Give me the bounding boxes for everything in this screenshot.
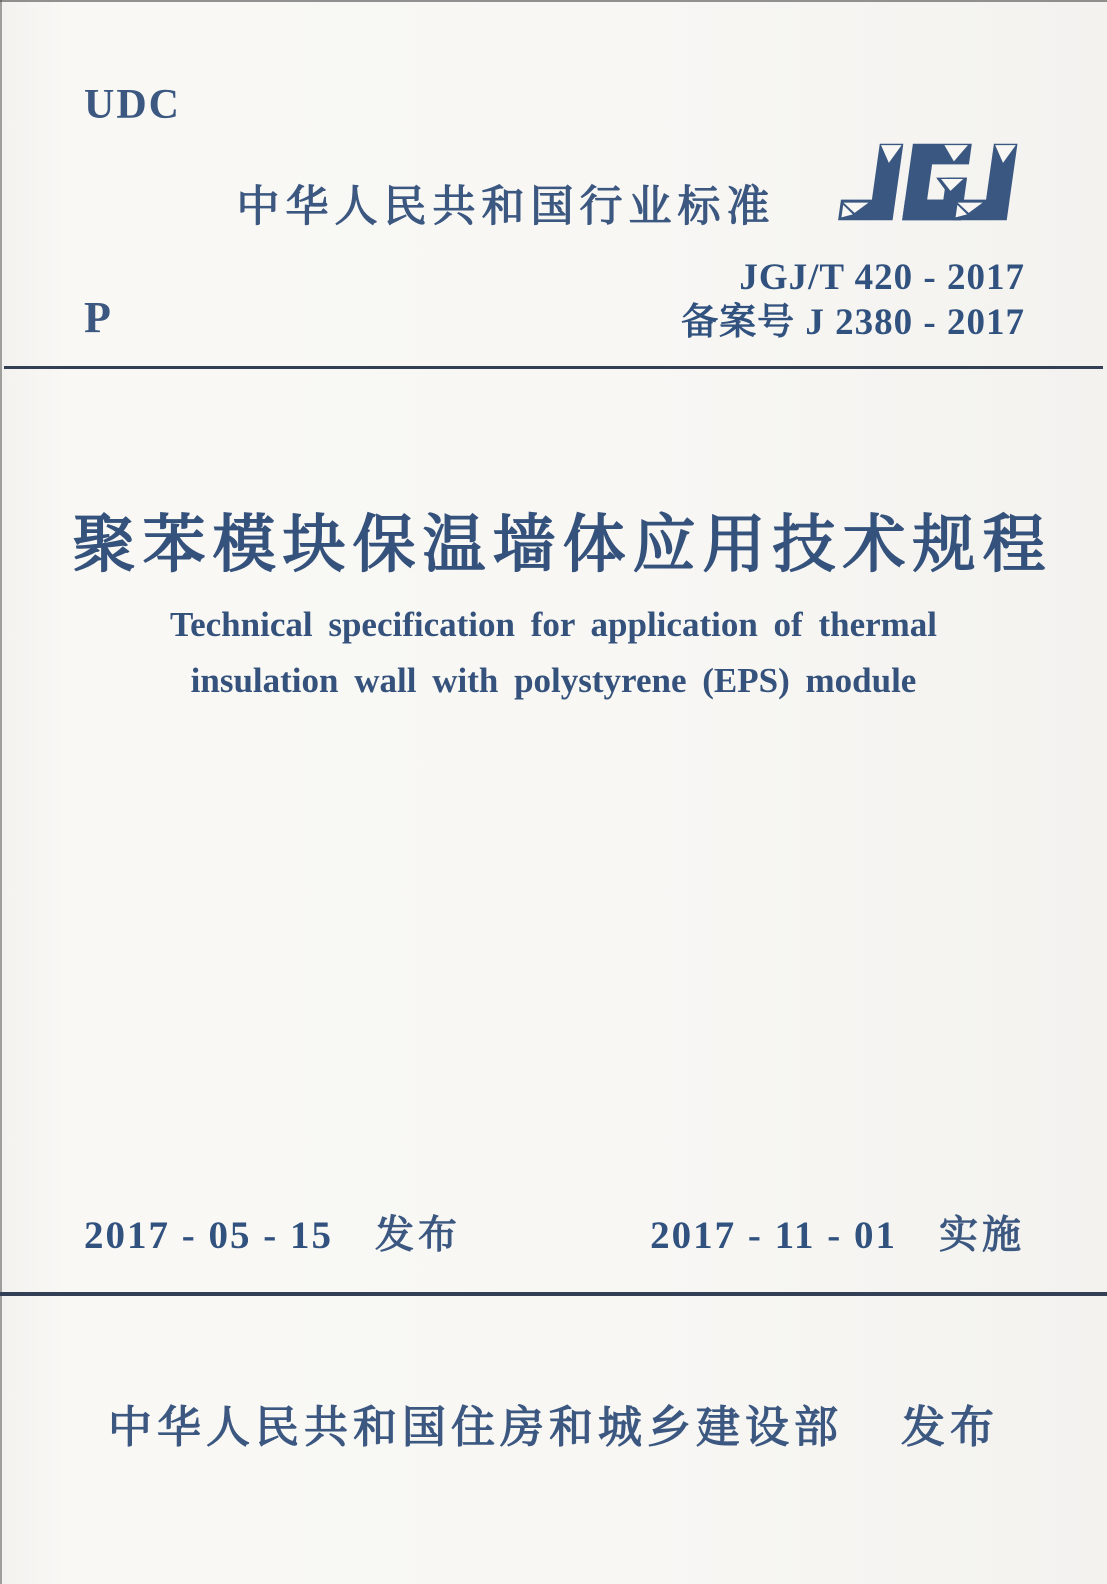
document-title-zh: 聚苯模块保温墙体应用技术规程 xyxy=(72,510,1053,580)
udc-label: UDC xyxy=(84,82,181,128)
standard-number: JGJ/T 420 - 2017 xyxy=(739,257,1025,298)
scan-edge-top xyxy=(0,0,1107,2)
implement-date-group xyxy=(650,1216,1025,1255)
document-title-en-line1: Technical specification for application of thermal xyxy=(169,605,938,644)
header-divider-rule xyxy=(4,366,1103,369)
issue-label: 发布 xyxy=(374,1214,461,1257)
document-title-en-line2: insulation wall with polystyrene (EPS) module xyxy=(190,661,917,700)
jgj-logo-graphic xyxy=(836,132,1026,232)
issue-date-group xyxy=(84,1216,461,1255)
classification-code: P xyxy=(84,293,111,342)
implement-label: 实施 xyxy=(938,1214,1025,1257)
issue-date: 2017 - 05 - 15 xyxy=(84,1214,333,1257)
record-number: 备案号 J 2380 - 2017 xyxy=(681,302,1025,343)
standard-type-heading: 中华人民共和国行业标准 xyxy=(236,183,776,231)
date-row xyxy=(84,1216,1025,1255)
scan-edge-left xyxy=(0,0,2,1584)
implement-date: 2017 - 11 - 01 xyxy=(650,1214,897,1257)
publisher-name: 中华人民共和国住房和城乡建设部 xyxy=(108,1403,843,1452)
publisher-row xyxy=(0,1403,1107,1452)
jgj-logo xyxy=(836,132,1026,232)
publisher-action: 发布 xyxy=(901,1403,999,1452)
footer-divider-rule xyxy=(0,1292,1107,1296)
